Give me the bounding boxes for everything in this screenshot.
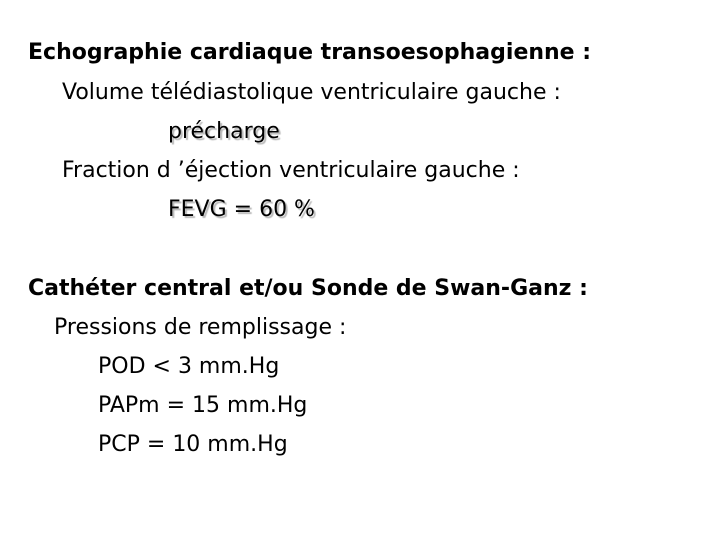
lvedv-value: précharge — [168, 119, 280, 144]
section2-heading: Cathéter central et/ou Sonde de Swan-Ganz : — [28, 276, 588, 301]
lvedv-label: Volume télédiastolique ventriculaire gauche : — [62, 80, 561, 105]
pod-value: POD < 3 mm.Hg — [98, 354, 280, 379]
pcp-value: PCP = 10 mm.Hg — [98, 432, 288, 457]
section1-heading: Echographie cardiaque transoesophagienne : — [28, 40, 592, 65]
filling-pressures-label: Pressions de remplissage : — [54, 315, 347, 340]
lvef-label: Fraction d ’éjection ventriculaire gauche : — [62, 158, 520, 183]
lvef-value: FEVG = 60 % — [168, 197, 315, 222]
papm-value: PAPm = 15 mm.Hg — [98, 393, 308, 418]
